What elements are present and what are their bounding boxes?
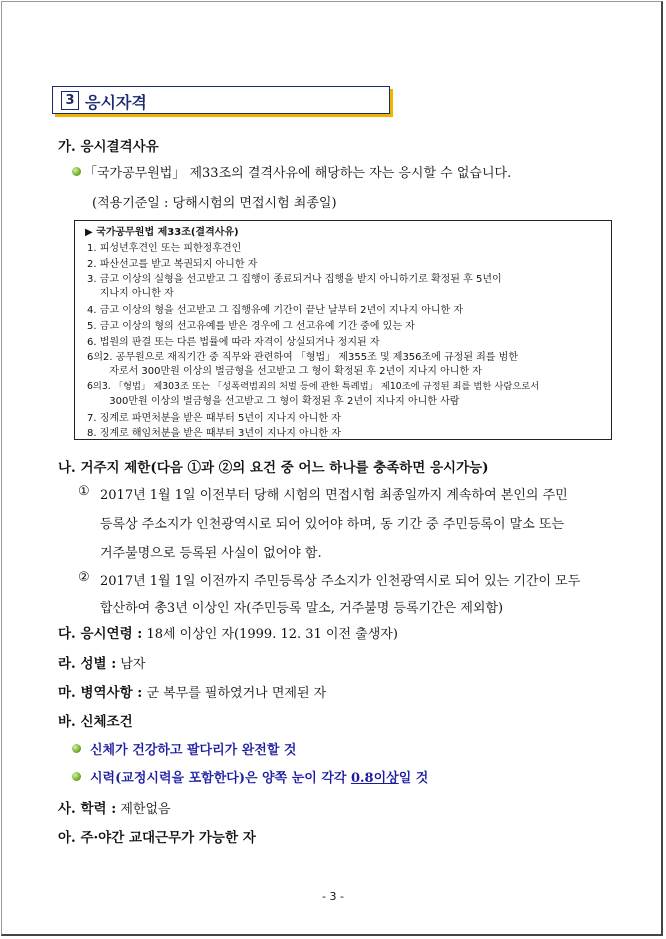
physical-item2 (90, 767, 428, 786)
law-line: 7. 징계로 파면처분을 받은 때부터 5년이 지나지 아니한 자 (87, 413, 341, 424)
law-box-title: ▶ 국가공무원법 제33조(결격사유) (85, 227, 239, 238)
education-value: 제한없음 (120, 802, 171, 817)
shift-heading: 아. 주·야간 교대근무가 가능한 자 (58, 830, 256, 846)
military-heading: 마. 병역사항 : (58, 685, 143, 701)
disqualification-heading: 가. 응시결격사유 (58, 139, 159, 155)
disqualification-intro: 「국가공무원법」 제33조의 결격사유에 해당하는 자는 응시할 수 없습니다. (84, 166, 512, 181)
physical-item2-suffix: 일 것 (398, 771, 429, 786)
green-bullet-icon (72, 744, 81, 753)
residence-item1-marker: ① (78, 484, 90, 499)
page-number: - 3 - (322, 890, 344, 903)
law-line: 2. 파산선고를 받고 복권되지 아니한 자 (87, 259, 258, 270)
residence-heading: 나. 거주지 제한(다음 ①과 ②의 요건 중 어느 하나를 충족하면 응시가능) (58, 460, 489, 476)
residence-item2-line1: 2017년 1월 1일 이전까지 주민등록상 주소지가 인천광역시로 되어 있는 기간이 모두 (100, 574, 581, 589)
law-line: 6의2. 공무원으로 재직기간 중 직무와 관련하여 「형법」 제355조 및 제356조에 규정된 죄를 범한 (87, 352, 519, 363)
residence-item2-marker: ② (78, 570, 90, 585)
residence-item2-line2: 합산하여 총3년 이상인 자(주민등록 말소, 거주불명 등록기간은 제외함) (100, 601, 504, 616)
physical-item1: 신체가 건강하고 팔다리가 완전할 것 (90, 743, 297, 758)
section-title-box (52, 86, 390, 114)
age-heading: 다. 응시연령 : (58, 626, 143, 642)
law-box (74, 220, 612, 440)
law-line: 8. 징계로 해임처분을 받은 때부터 3년이 지나지 아니한 자 (87, 428, 341, 439)
law-line: 6. 법원의 판결 또는 다른 법률에 따라 자격이 상실되거나 정지된 자 (87, 337, 380, 348)
section-title: 응시자격 (85, 93, 147, 112)
green-bullet-icon (72, 167, 81, 176)
physical-heading: 바. 신체조건 (58, 714, 133, 730)
section-number: 3 (61, 91, 79, 110)
residence-item1-line2: 등록상 주소지가 인천광역시로 되어 있어야 하며, 동 기간 중 주민등록이 말소 또는 (100, 517, 565, 532)
residence-item1-line1: 2017년 1월 1일 이전부터 당해 시험의 면접시험 최종일까지 계속하여 본인의 주민 (100, 488, 568, 503)
physical-item2-prefix: 시력(교정시력을 포함한다)은 양쪽 눈이 각각 (90, 771, 351, 786)
residence-item1-line3: 거주불명으로 등록된 사실이 없어야 함. (100, 546, 322, 561)
gender-heading: 라. 성별 : (58, 656, 117, 672)
law-line: 3. 금고 이상의 실형을 선고받고 그 집행이 종료되거나 집행을 받지 아니하기로 확정된 후 5년이 (87, 274, 502, 285)
education-heading: 사. 학력 : (58, 801, 117, 817)
military-value: 군 복무를 필하였거나 면제된 자 (146, 686, 327, 701)
law-line: 1. 피성년후견인 또는 피한정후견인 (87, 243, 242, 254)
gender-value: 남자 (120, 657, 146, 672)
law-line: 자로서 300만원 이상의 벌금형을 선고받고 그 형이 확정된 후 2년이 지나지 아니한 자 (87, 366, 482, 377)
law-line: 5. 금고 이상의 형의 선고유예를 받은 경우에 그 선고유예 기간 중에 있는 자 (87, 321, 415, 332)
green-bullet-icon (72, 772, 81, 781)
law-line: 지나지 아니한 자 (87, 288, 174, 299)
disqualification-basis-date: (적용기준일 : 당해시험의 면접시험 최종일) (92, 196, 337, 211)
law-line: 300만원 이상의 벌금형을 선고받고 그 형이 확정된 후 2년이 지나지 아니한 사람 (87, 396, 460, 407)
law-line: 6의3. 「형법」 제303조 또는 「성폭력범죄의 처벌 등에 관한 특례법」 제10조에 규정된 죄를 범한 사람으로서 (87, 381, 540, 392)
age-value: 18세 이상인 자(1999. 12. 31 이전 출생자) (146, 627, 398, 642)
physical-item2-value: 0.8이상 (350, 771, 399, 786)
law-line: 4. 금고 이상의 형을 선고받고 그 집행유예 기간이 끝난 날부터 2년이 지나지 아니한 자 (87, 305, 464, 316)
